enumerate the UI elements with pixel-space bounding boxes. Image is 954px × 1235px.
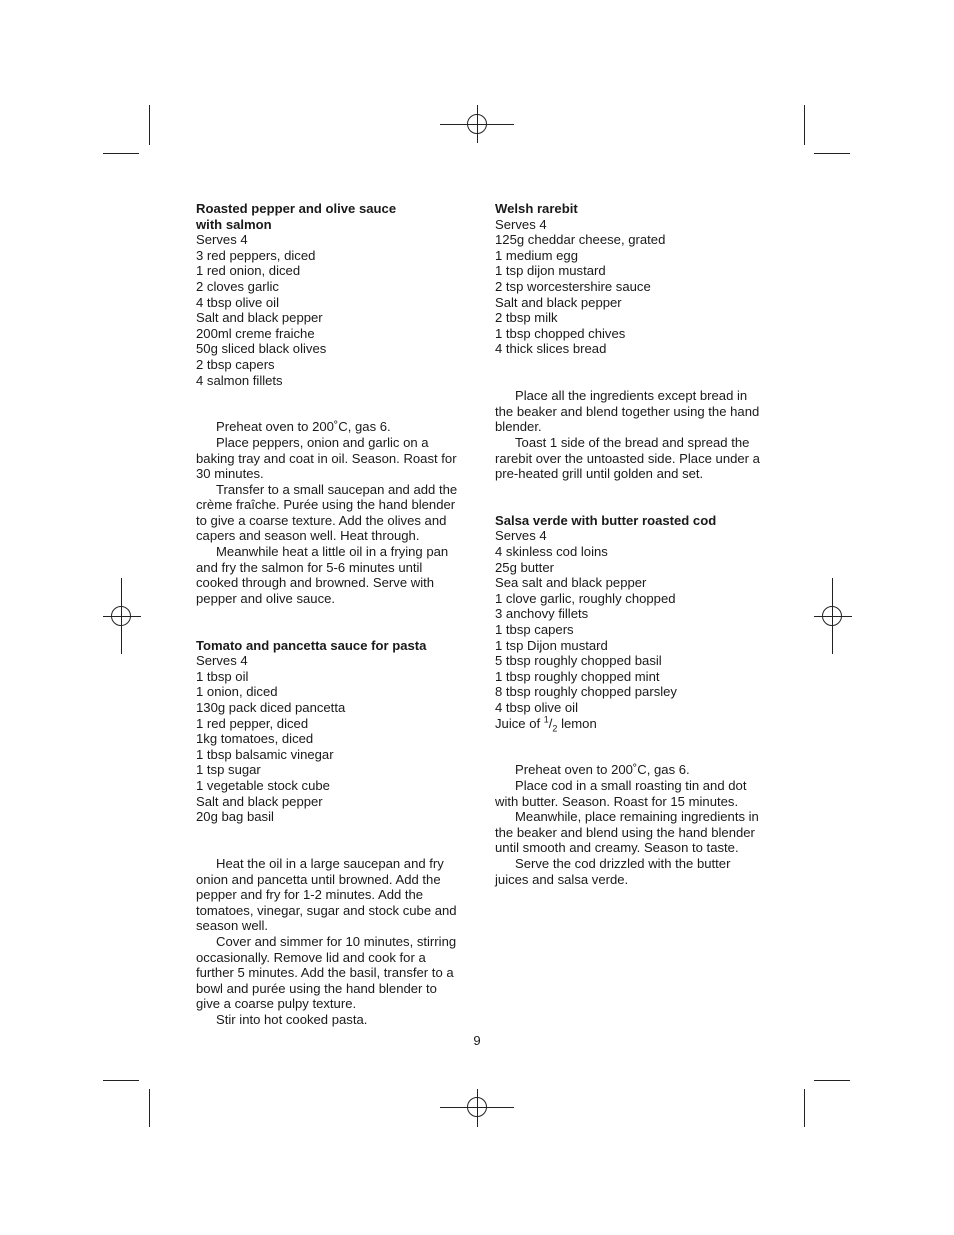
ingredient: 130g pack diced pancetta bbox=[196, 700, 346, 715]
left-column bbox=[196, 201, 462, 1027]
crop-mark-br-v bbox=[804, 1089, 805, 1127]
recipe-title: Salsa verde with butter roasted cod bbox=[495, 512, 717, 528]
recipe-title: Welsh rarebit bbox=[495, 201, 578, 216]
method-step: Transfer to a small saucepan and add the crème fraîche. Purée using the hand blender to give a coarse texture. Add the olives and capers and season well. Heat through. bbox=[196, 481, 458, 544]
ingredient: Serves 4 bbox=[495, 528, 547, 544]
ingredient: 1 tbsp roughly chopped mint bbox=[495, 668, 660, 684]
ingredient: Serves 4 bbox=[196, 232, 248, 248]
ingredient: 3 red peppers, diced bbox=[196, 247, 316, 263]
crop-mark-tl-h bbox=[103, 153, 139, 154]
ingredient: 1 tbsp capers bbox=[495, 622, 574, 638]
ingredient: 2 tbsp milk bbox=[495, 310, 558, 326]
ingredient: 125g cheddar cheese, grated bbox=[495, 232, 666, 248]
crop-mark-tl-v bbox=[149, 105, 150, 145]
ingredient-list bbox=[495, 528, 763, 734]
method-step: Meanwhile, place remaining ingredients in the beaker and blend using the hand blender until smooth and creamy. Season to taste. bbox=[495, 809, 759, 856]
ingredient: 1 tbsp balsamic vinegar bbox=[196, 746, 334, 762]
ingredient: 1kg tomatoes, diced bbox=[196, 731, 314, 747]
method-step: Serve the cod drizzled with the butter juices and salsa verde. bbox=[495, 855, 731, 887]
ingredient: 5 tbsp roughly chopped basil bbox=[495, 653, 662, 669]
ingredient: Serves 4 bbox=[495, 216, 547, 232]
ingredient: 1 tbsp oil bbox=[196, 668, 249, 684]
ingredient: 1 vegetable stock cube bbox=[196, 777, 330, 793]
ingredient: 1 red pepper, diced bbox=[196, 715, 309, 731]
recipe-tomato-pancetta bbox=[196, 638, 462, 1028]
ingredient: 2 tsp worcestershire sauce bbox=[495, 278, 651, 294]
ingredient: Sea salt and black pepper bbox=[495, 575, 647, 591]
ingredient: Salt and black pepper bbox=[196, 310, 323, 326]
crop-mark-tr-v bbox=[804, 105, 805, 145]
ingredient: Salt and black pepper bbox=[196, 793, 323, 809]
ingredient: 3 anchovy fillets bbox=[495, 606, 589, 622]
method-step: Place cod in a small roasting tin and dot with butter. Season. Roast for 15 minutes. bbox=[495, 777, 747, 809]
ingredient-juice: Juice of $^1/_2$ lemon bbox=[495, 714, 597, 734]
ingredient: 4 salmon fillets bbox=[196, 372, 283, 388]
method-step: Preheat oven to 200˚C, gas 6. bbox=[515, 762, 690, 778]
ingredient: 1 tsp sugar bbox=[196, 762, 261, 778]
method-step: Heat the oil in a large saucepan and fry onion and pancetta until browned. Add the pepper and fry for 1-2 minutes. Add the tomatoes, vinegar, sugar and stock cube and season well. bbox=[196, 855, 457, 934]
juice-prefix: Juice of bbox=[495, 715, 544, 731]
ingredient: 1 medium egg bbox=[495, 247, 578, 263]
ingredient-list bbox=[196, 653, 462, 825]
method bbox=[196, 419, 462, 606]
crop-mark-tr-h bbox=[814, 153, 850, 154]
ingredient: 2 tbsp capers bbox=[196, 356, 275, 372]
ingredient: 200ml creme fraiche bbox=[196, 325, 315, 341]
ingredient: 1 onion, diced bbox=[196, 684, 278, 700]
ingredient: 1 clove garlic, roughly chopped bbox=[495, 590, 676, 606]
page-number: 9 bbox=[473, 1033, 481, 1048]
ingredient: 4 tbsp olive oil bbox=[495, 700, 578, 715]
method-step: Preheat oven to 200˚C, gas 6. bbox=[216, 419, 391, 435]
ingredient: 1 tsp dijon mustard bbox=[495, 263, 606, 279]
fraction-denominator: 2 bbox=[552, 723, 558, 734]
ingredient: 1 red onion, diced bbox=[196, 263, 301, 279]
juice-suffix: lemon bbox=[557, 715, 597, 731]
recipe-roasted-pepper bbox=[196, 201, 462, 606]
ingredient-list bbox=[495, 217, 763, 357]
ingredient: 4 thick slices bread bbox=[495, 341, 607, 357]
ingredient: Serves 4 bbox=[196, 653, 248, 669]
method-step: Stir into hot cooked pasta. bbox=[216, 1011, 368, 1027]
recipe-title: Roasted pepper and olive sauce bbox=[196, 201, 397, 216]
ingredient: 1 tsp Dijon mustard bbox=[495, 637, 608, 653]
ingredient: 2 cloves garlic bbox=[196, 278, 279, 294]
crop-mark-bl-h bbox=[103, 1080, 139, 1081]
recipe-welsh-rarebit bbox=[495, 201, 763, 482]
ingredient: 4 skinless cod loins bbox=[495, 544, 608, 560]
right-column bbox=[495, 201, 763, 887]
ingredient: Salt and black pepper bbox=[495, 294, 622, 310]
fraction-numerator: 1 bbox=[543, 714, 549, 725]
method bbox=[495, 388, 763, 482]
method-step: Place peppers, onion and garlic on a baking tray and coat in oil. Season. Roast for 30 minutes. bbox=[196, 434, 457, 482]
method bbox=[495, 762, 763, 887]
ingredient: 1 tbsp chopped chives bbox=[495, 325, 626, 341]
ingredient: 4 tbsp olive oil bbox=[196, 294, 279, 310]
recipe-title: Tomato and pancetta sauce for pasta bbox=[196, 637, 427, 653]
crop-mark-bl-v bbox=[149, 1089, 150, 1127]
method-step: Place all the ingredients except bread in the beaker and blend together using the hand blender. bbox=[495, 388, 760, 435]
ingredient-list bbox=[196, 232, 462, 388]
recipe-salsa-verde-cod bbox=[495, 513, 763, 887]
method-step: Toast 1 side of the bread and spread the rarebit over the untoasted side. Place under a pre-heated grill until golden and set. bbox=[495, 434, 760, 482]
method bbox=[196, 856, 462, 1028]
method-step: Cover and simmer for 10 minutes, stirring occasionally. Remove lid and cook for a further 5 minutes. Add the basil, transfer to a bowl and purée using the hand blender to give a coarse pulpy texture. bbox=[196, 933, 457, 1012]
method-step: Meanwhile heat a little oil in a frying pan and fry the salmon for 5-6 minutes until cooked through and browned. Serve with pepper and olive sauce. bbox=[196, 544, 449, 606]
ingredient: 50g sliced black olives bbox=[196, 341, 327, 357]
recipe-title-continued: with salmon bbox=[196, 216, 272, 232]
ingredient: 25g butter bbox=[495, 559, 554, 575]
crop-mark-br-h bbox=[814, 1080, 850, 1081]
ingredient: 8 tbsp roughly chopped parsley bbox=[495, 684, 677, 700]
ingredient: 20g bag basil bbox=[196, 809, 274, 825]
